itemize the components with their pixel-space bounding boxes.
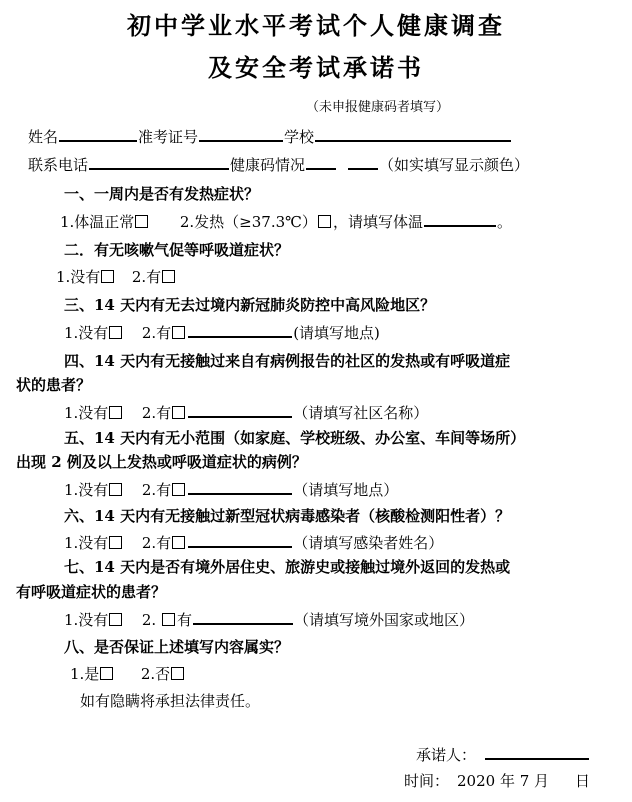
q8-yes-checkbox[interactable] [100, 667, 113, 680]
q1-end: 。 [496, 213, 512, 231]
promisor-label: 承诺人： [416, 746, 477, 764]
q7-option-yes-text: 有 [176, 611, 192, 629]
date-row [404, 770, 590, 792]
school-field[interactable] [315, 126, 511, 142]
question-7-options [64, 609, 474, 631]
question-7-title-line1: 七、14 天内是否有境外居住史、旅游史或接触过境外返回的发热或 [64, 558, 511, 576]
question-5-title-line2: 出现 2 例及以上发热或呼吸道症状的病例？ [16, 453, 307, 471]
phone-field[interactable] [89, 154, 229, 170]
q7-yes-checkbox[interactable] [162, 613, 175, 626]
q3-option-no-label: 1.没有 [64, 324, 109, 342]
q6-no-checkbox[interactable] [109, 536, 122, 549]
q4-community-field[interactable] [188, 402, 292, 418]
q6-name-field[interactable] [188, 532, 292, 548]
q5-hint: （请填写地点） [293, 481, 399, 499]
q3-no-checkbox[interactable] [109, 326, 122, 339]
exam-id-label: 准考证号 [138, 128, 199, 146]
signature-row [416, 744, 590, 766]
q1-option-fever-label: 2.发热（≥37.3℃） [179, 213, 317, 231]
q4-option-no-label: 1.没有 [64, 404, 109, 422]
q7-no-checkbox[interactable] [109, 613, 122, 626]
q6-option-yes-label: 2.有 [141, 534, 172, 552]
health-code-hint: （如实填写显示颜色） [379, 156, 530, 174]
q2-option-yes-label: 2.有 [131, 268, 162, 286]
question-8-options [70, 663, 186, 685]
health-code-field-2[interactable] [348, 154, 378, 170]
q3-location-field[interactable] [188, 322, 292, 338]
date-value: 2020 年 7 月 [457, 772, 550, 790]
legal-warning: 如有隐瞒将承担法律责任。 [80, 692, 261, 710]
exam-id-field[interactable] [199, 126, 283, 142]
fill-note: （未申报健康码者填写） [306, 100, 450, 115]
question-6-title: 六、14 天内有无接触过新型冠状病毒感染者（核酸检测阳性者）？ [64, 507, 511, 525]
q6-hint: （请填写感染者姓名） [293, 534, 444, 552]
date-label: 时间： [404, 772, 450, 790]
q3-option-yes-label: 2.有 [141, 324, 172, 342]
question-1-options [60, 211, 512, 233]
name-field[interactable] [59, 126, 137, 142]
info-row-2 [28, 154, 529, 176]
q6-yes-checkbox[interactable] [172, 536, 185, 549]
q1-fever-checkbox[interactable] [318, 215, 331, 228]
q4-hint: （请填写社区名称） [293, 404, 429, 422]
question-2-title: 二．有无咳嗽气促等呼吸道症状？ [64, 241, 290, 259]
health-code-field-1[interactable] [306, 154, 336, 170]
question-1-title: 一、一周内是否有发热症状？ [64, 185, 260, 203]
question-3-options [64, 322, 380, 344]
q5-yes-checkbox[interactable] [172, 483, 185, 496]
q7-hint: （请填写境外国家或地区） [293, 611, 474, 629]
form-title-line1: 初中学业水平考试个人健康调查 [127, 11, 505, 40]
q8-option-yes-label: 1.是 [70, 665, 100, 683]
q5-no-checkbox[interactable] [109, 483, 122, 496]
health-code-label: 健康码情况 [230, 156, 306, 174]
q4-no-checkbox[interactable] [109, 406, 122, 419]
info-row-1 [28, 126, 512, 148]
question-2-options [56, 266, 177, 288]
question-5-options [64, 479, 398, 501]
q1-temp-prompt: ，请填写体温 [332, 213, 423, 231]
q2-option-no-label: 1.没有 [56, 268, 101, 286]
q5-location-field[interactable] [188, 479, 292, 495]
q4-option-yes-label: 2.有 [141, 404, 172, 422]
form-title-line2: 及安全考试承诺书 [208, 53, 424, 82]
question-6-options [64, 532, 443, 554]
school-label: 学校 [284, 128, 315, 146]
q8-option-no-label: 2.否 [140, 665, 171, 683]
q7-option-yes-label: 2. [141, 611, 161, 629]
question-8-title: 八、是否保证上述填写内容属实？ [64, 638, 290, 656]
phone-label: 联系电话 [28, 156, 89, 174]
q2-no-checkbox[interactable] [101, 270, 114, 283]
q5-option-no-label: 1.没有 [64, 481, 109, 499]
q7-option-no-label: 1.没有 [64, 611, 109, 629]
q6-option-no-label: 1.没有 [64, 534, 109, 552]
q4-yes-checkbox[interactable] [172, 406, 185, 419]
question-4-title-line1: 四、14 天内有无接触过来自有病例报告的社区的发热或有呼吸道症 [64, 352, 511, 370]
question-7-title-line2: 有呼吸道症状的患者？ [16, 583, 167, 601]
question-4-options [64, 402, 428, 424]
q3-hint: (请填写地点) [293, 324, 380, 342]
question-4-title-line2: 状的患者？ [16, 376, 92, 394]
q3-yes-checkbox[interactable] [172, 326, 185, 339]
q1-temperature-field[interactable] [424, 211, 496, 227]
day-label: 日 [575, 772, 591, 790]
question-5-title-line1: 五、14 天内有无小范围（如家庭、学校班级、办公室、车间等场所） [64, 429, 526, 447]
promisor-signature-field[interactable] [485, 744, 589, 760]
q1-option-normal-label: 1.体温正常 [60, 213, 135, 231]
q5-option-yes-label: 2.有 [141, 481, 172, 499]
q7-region-field[interactable] [193, 609, 293, 625]
q2-yes-checkbox[interactable] [162, 270, 175, 283]
q1-normal-checkbox[interactable] [135, 215, 148, 228]
name-label: 姓名 [28, 128, 59, 146]
question-3-title: 三、14 天内有无去过境内新冠肺炎防控中高风险地区？ [64, 296, 436, 314]
q8-no-checkbox[interactable] [171, 667, 184, 680]
